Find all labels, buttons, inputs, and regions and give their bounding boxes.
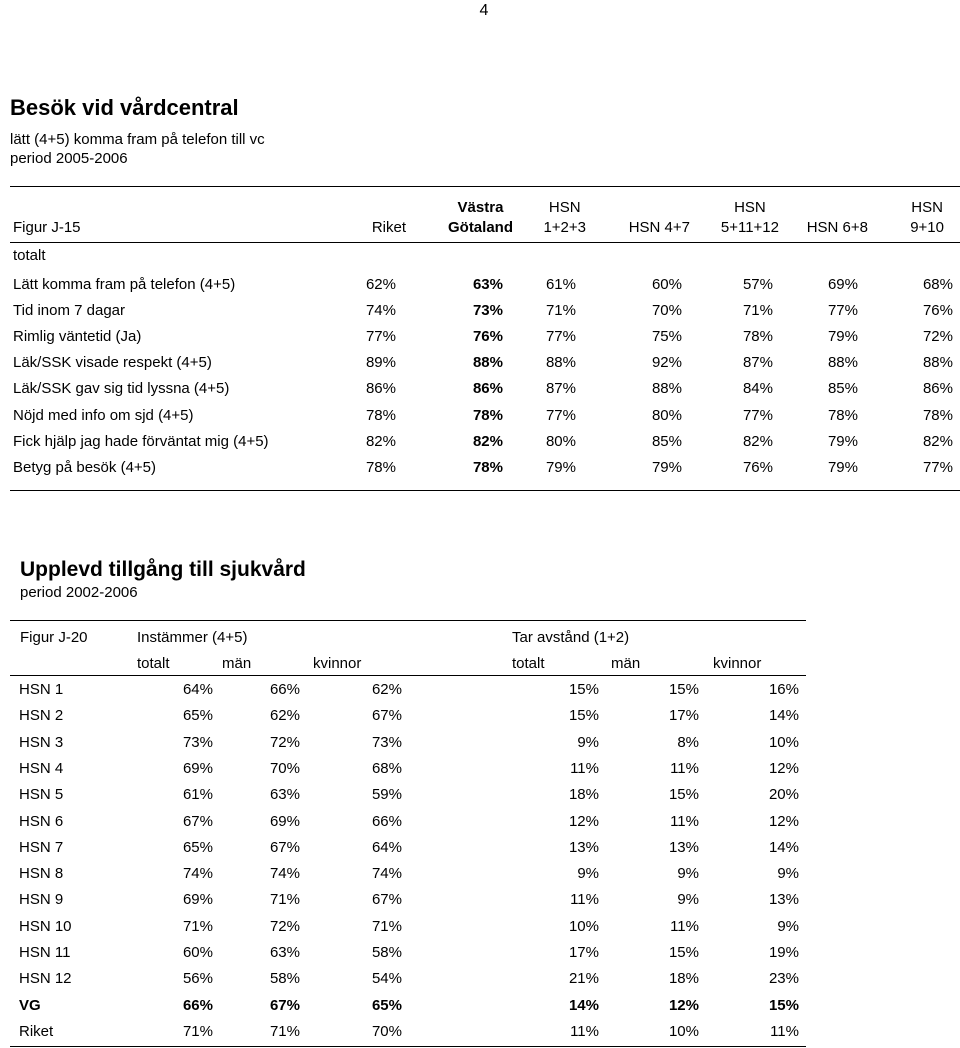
table1-row-label: Lätt komma fram på telefon (4+5)	[13, 276, 236, 293]
table2-cell: 11%	[570, 759, 599, 777]
table2-cell: 67%	[269, 996, 300, 1014]
table1-cell: 77%	[742, 406, 773, 424]
table2-cell: 68%	[371, 759, 402, 777]
table1-cell: 77%	[922, 458, 953, 476]
table1-cell: 78%	[472, 458, 503, 476]
table1-column-header	[543, 198, 586, 238]
table2-cell: 19%	[768, 944, 799, 961]
table2-cell: 11%	[670, 759, 699, 777]
table2-cell: 64%	[182, 681, 213, 698]
table2-row	[10, 966, 806, 992]
table2-cell: 63%	[269, 786, 300, 804]
table1-cell: 75%	[651, 328, 682, 346]
table1-cell: 84%	[742, 380, 773, 398]
table2-cell: 9%	[777, 865, 799, 883]
table2-row-label: HSN 9	[19, 891, 64, 909]
table2-row	[10, 1019, 806, 1045]
table2-cell: 62%	[371, 681, 402, 698]
table2-cell: 9%	[577, 865, 599, 883]
table2-cell: 66%	[269, 681, 300, 698]
table1-row	[10, 429, 960, 455]
table1-cell: 78%	[365, 406, 396, 424]
table1-cell: 92%	[651, 354, 682, 372]
table2-subheader: totalt	[137, 655, 170, 672]
table2-row-label: HSN 5	[19, 786, 64, 804]
table1-row-label: Fick hjälp jag hade förväntat mig (4+5)	[13, 432, 269, 450]
table1-cell: 85%	[827, 380, 858, 398]
table2-row-label: VG	[19, 996, 41, 1014]
table1-row-label: Nöjd med info om sjd (4+5)	[13, 406, 194, 424]
table2-cell: 17%	[568, 944, 599, 961]
table1-cell: 69%	[827, 276, 858, 293]
table2-cell: 66%	[182, 996, 213, 1014]
section1-period: period 2005-2006	[10, 150, 128, 167]
table2-cell: 58%	[269, 970, 300, 988]
table1-bottom-rule	[10, 490, 960, 491]
table1-cell: 77%	[545, 328, 576, 346]
table2-row	[10, 809, 806, 835]
table1-cell: 86%	[472, 380, 503, 398]
table2-group1-label: Instämmer (4+5)	[137, 629, 248, 646]
table2-cell: 10%	[668, 1022, 699, 1040]
table2-cell: 67%	[371, 707, 402, 725]
table2-cell: 60%	[182, 944, 213, 961]
table1-cell: 74%	[365, 302, 396, 320]
table1-cell: 85%	[651, 432, 682, 450]
table2-cell: 74%	[182, 865, 213, 883]
table2-cell: 59%	[371, 786, 402, 804]
table1-figure-label: Figur J-15	[13, 219, 81, 236]
table2-row	[10, 993, 806, 1019]
table1-column-header-line2: 9+10	[910, 219, 944, 236]
table2-cell: 9%	[777, 917, 799, 935]
table1-cell: 88%	[922, 354, 953, 372]
table2-row-label: HSN 11	[19, 944, 71, 961]
table2-header-rule	[10, 675, 806, 676]
table2-cell: 8%	[677, 733, 699, 751]
table2-cell: 14%	[768, 707, 799, 725]
table2-cell: 18%	[568, 786, 599, 804]
table1-cell: 80%	[651, 406, 682, 424]
table2-cell: 15%	[568, 681, 599, 698]
table1-cell: 63%	[472, 276, 503, 293]
table2-row-label: HSN 8	[19, 865, 64, 883]
table1-row	[10, 298, 960, 324]
table1-column-header	[807, 198, 868, 238]
table1-cell: 86%	[922, 380, 953, 398]
table2-cell: 10%	[568, 917, 599, 935]
table1-column-header-line1	[807, 198, 868, 218]
table1-row	[10, 272, 960, 298]
table2-cell: 72%	[269, 917, 300, 935]
table1-cell: 79%	[827, 328, 858, 346]
table1-cell: 79%	[651, 458, 682, 476]
table2-cell: 73%	[371, 733, 402, 751]
table2-subheader: kvinnor	[713, 655, 762, 672]
table2-cell: 17%	[668, 707, 699, 725]
table2-row-label: HSN 2	[19, 707, 64, 725]
table2-row-label: HSN 4	[19, 759, 64, 777]
table1-column-header	[910, 198, 944, 238]
table2-cell: 18%	[668, 970, 699, 988]
table2-cell: 9%	[577, 733, 599, 751]
table1-column-header-line1: HSN	[734, 199, 766, 216]
table1-column-header-line2: Riket	[371, 219, 406, 236]
table2-cell: 9%	[677, 865, 699, 883]
table2-cell: 13%	[668, 838, 699, 856]
table2-cell: 73%	[182, 733, 213, 751]
table2-cell: 63%	[269, 944, 300, 961]
table2-cell: 10%	[768, 733, 799, 751]
table1-column-header	[721, 198, 779, 238]
table1-row-label: Rimlig väntetid (Ja)	[13, 328, 142, 346]
table1-cell: 60%	[651, 276, 682, 293]
page-number: 4	[479, 2, 489, 19]
table2-cell: 11%	[670, 812, 699, 830]
table1-header-rule	[10, 242, 960, 243]
table2-row	[10, 677, 806, 703]
table1-column-header-line1	[629, 198, 690, 218]
table2-subheader: totalt	[512, 655, 545, 672]
table2-subheader: män	[222, 655, 252, 672]
table1-cell: 88%	[472, 354, 503, 372]
table2-cell: 20%	[768, 786, 799, 804]
table1-cell: 61%	[545, 276, 576, 293]
table1-cell: 78%	[827, 406, 858, 424]
table1-cell: 77%	[545, 406, 576, 424]
table1-cell: 79%	[545, 458, 576, 476]
table2-row	[10, 730, 806, 756]
table2-row-label: HSN 6	[19, 812, 64, 830]
table2-cell: 65%	[182, 707, 213, 725]
table2-cell: 11%	[570, 891, 599, 909]
table1-cell: 80%	[545, 432, 576, 450]
table2-cell: 69%	[182, 759, 213, 777]
table2-row	[10, 782, 806, 808]
table1-cell: 70%	[651, 302, 682, 320]
table2-cell: 71%	[371, 917, 402, 935]
table1-column-header-line1: HSN	[911, 199, 943, 216]
table1-cell: 62%	[365, 276, 396, 293]
table2-row-label: HSN 1	[19, 681, 64, 698]
table1-column-header-line2: 1+2+3	[543, 219, 586, 236]
table2-row-label: HSN 7	[19, 838, 64, 856]
table1-cell: 88%	[827, 354, 858, 372]
table1-column-header-line1: HSN	[548, 199, 581, 216]
section1-subtitle: lätt (4+5) komma fram på telefon till vc	[10, 131, 265, 148]
table1-cell: 79%	[827, 458, 858, 476]
table2-cell: 13%	[568, 838, 599, 856]
table2-figure-label: Figur J-20	[20, 629, 88, 646]
table2-cell: 58%	[371, 944, 402, 961]
table1-row-label: Betyg på besök (4+5)	[13, 458, 157, 476]
table2-cell: 74%	[269, 865, 300, 883]
table2-cell: 70%	[371, 1022, 402, 1040]
table2-cell: 67%	[371, 891, 402, 909]
table2-row-label: HSN 10	[19, 917, 72, 935]
table2-row	[10, 835, 806, 861]
table2-cell: 15%	[768, 996, 799, 1014]
table2-cell: 15%	[668, 786, 699, 804]
table2-cell: 71%	[182, 1022, 213, 1040]
table1-cell: 88%	[545, 354, 576, 372]
table2-subheader: män	[611, 655, 641, 672]
table1-row	[10, 455, 960, 481]
table1-cell: 77%	[365, 328, 396, 346]
table1-cell: 78%	[742, 328, 773, 346]
table1-cell: 82%	[742, 432, 773, 450]
table1-cell: 78%	[472, 406, 503, 424]
table1-cell: 79%	[827, 432, 858, 450]
table2-row	[10, 703, 806, 729]
table1-cell: 88%	[651, 380, 682, 398]
table1-cell: 89%	[365, 354, 396, 372]
table1-row	[10, 350, 960, 376]
table2-cell: 14%	[568, 996, 599, 1014]
table2-group2-label: Tar avstånd (1+2)	[512, 629, 630, 646]
table2-cell: 12%	[668, 996, 699, 1014]
table2-cell: 21%	[568, 970, 599, 988]
table1-cell: 71%	[545, 302, 576, 320]
table2-cell: 12%	[768, 759, 799, 777]
table1-cell: 82%	[922, 432, 953, 450]
table1-column-header	[629, 198, 690, 238]
table2-cell: 65%	[371, 996, 402, 1014]
table2-row-label: Riket	[19, 1022, 54, 1040]
table2-row	[10, 914, 806, 940]
table2-row	[10, 861, 806, 887]
table2-row	[10, 940, 806, 966]
table2-cell: 65%	[182, 838, 213, 856]
table1-cell: 82%	[365, 432, 396, 450]
table2-cell: 74%	[371, 865, 402, 883]
table1-cell: 73%	[472, 302, 503, 320]
table2-subheader: kvinnor	[313, 655, 362, 672]
table1-column-header-line1: Västra	[457, 199, 504, 216]
table2-cell: 71%	[269, 891, 300, 909]
table1-column-header	[448, 198, 513, 238]
section1-title: Besök vid vårdcentral	[10, 95, 239, 120]
table2-row	[10, 887, 806, 913]
table1-cell: 78%	[365, 458, 396, 476]
table2-cell: 64%	[371, 838, 402, 856]
table2-row	[10, 756, 806, 782]
table2-cell: 69%	[182, 891, 213, 909]
table1-cell: 78%	[922, 406, 953, 424]
table2-cell: 11%	[570, 1022, 599, 1040]
table1-column-header-line2: HSN 6+8	[806, 219, 868, 236]
table2-row-label: HSN 3	[19, 733, 64, 751]
table2-cell: 12%	[568, 812, 599, 830]
table2-cell: 66%	[371, 812, 402, 830]
table2-cell: 62%	[269, 707, 300, 725]
table1-column-header-line1	[372, 198, 406, 218]
section2-period: period 2002-2006	[20, 584, 138, 601]
table2-cell: 54%	[371, 970, 402, 988]
table1-row	[10, 403, 960, 429]
table1-cell: 86%	[365, 380, 396, 398]
table1-column-header-line2: Götaland	[447, 219, 513, 236]
table1-group-label: totalt	[13, 247, 46, 264]
table2-cell: 16%	[768, 681, 799, 698]
table2-cell: 15%	[668, 944, 699, 961]
table2-cell: 11%	[770, 1022, 799, 1040]
table1-cell: 72%	[922, 328, 953, 346]
table2-cell: 11%	[670, 917, 699, 935]
table1-cell: 76%	[472, 328, 503, 346]
table1-column-header	[372, 198, 406, 238]
table1-cell: 82%	[472, 432, 503, 450]
table1-cell: 77%	[827, 302, 858, 320]
table1-row	[10, 324, 960, 350]
table2-cell: 71%	[182, 917, 213, 935]
table1-cell: 76%	[742, 458, 773, 476]
table1-row-label: Tid inom 7 dagar	[13, 302, 126, 320]
table1-row-label: Läk/SSK visade respekt (4+5)	[13, 354, 212, 372]
table2-cell: 67%	[269, 838, 300, 856]
table2-cell: 56%	[182, 970, 213, 988]
table2-cell: 23%	[768, 970, 799, 988]
table2-cell: 9%	[677, 891, 699, 909]
table2-cell: 72%	[269, 733, 300, 751]
table1-column-header-line2: HSN 4+7	[628, 219, 690, 236]
table1-cell: 57%	[742, 276, 773, 293]
table2-cell: 12%	[768, 812, 799, 830]
table2-cell: 71%	[269, 1022, 300, 1040]
table2-cell: 67%	[182, 812, 213, 830]
section2-title: Upplevd tillgång till sjukvård	[20, 558, 306, 581]
table1-header	[10, 186, 960, 242]
table1-cell: 76%	[922, 302, 953, 320]
table2-cell: 61%	[182, 786, 213, 804]
table2-cell: 70%	[269, 759, 300, 777]
table2-top-rule	[10, 620, 806, 621]
table1-row	[10, 376, 960, 402]
table2-cell: 14%	[768, 838, 799, 856]
table2-cell: 15%	[568, 707, 599, 725]
table2-row-label: HSN 12	[19, 970, 72, 988]
table2-cell: 15%	[668, 681, 699, 698]
table1-cell: 87%	[545, 380, 576, 398]
table1-cell: 71%	[742, 302, 773, 320]
table1-row-label: Läk/SSK gav sig tid lyssna (4+5)	[13, 380, 230, 398]
table2-cell: 69%	[269, 812, 300, 830]
table1-cell: 87%	[742, 354, 773, 372]
table1-column-header-line2: 5+11+12	[720, 219, 779, 236]
table1-cell: 68%	[922, 276, 953, 293]
table2-cell: 13%	[768, 891, 799, 909]
table2-bottom-rule	[10, 1046, 806, 1047]
